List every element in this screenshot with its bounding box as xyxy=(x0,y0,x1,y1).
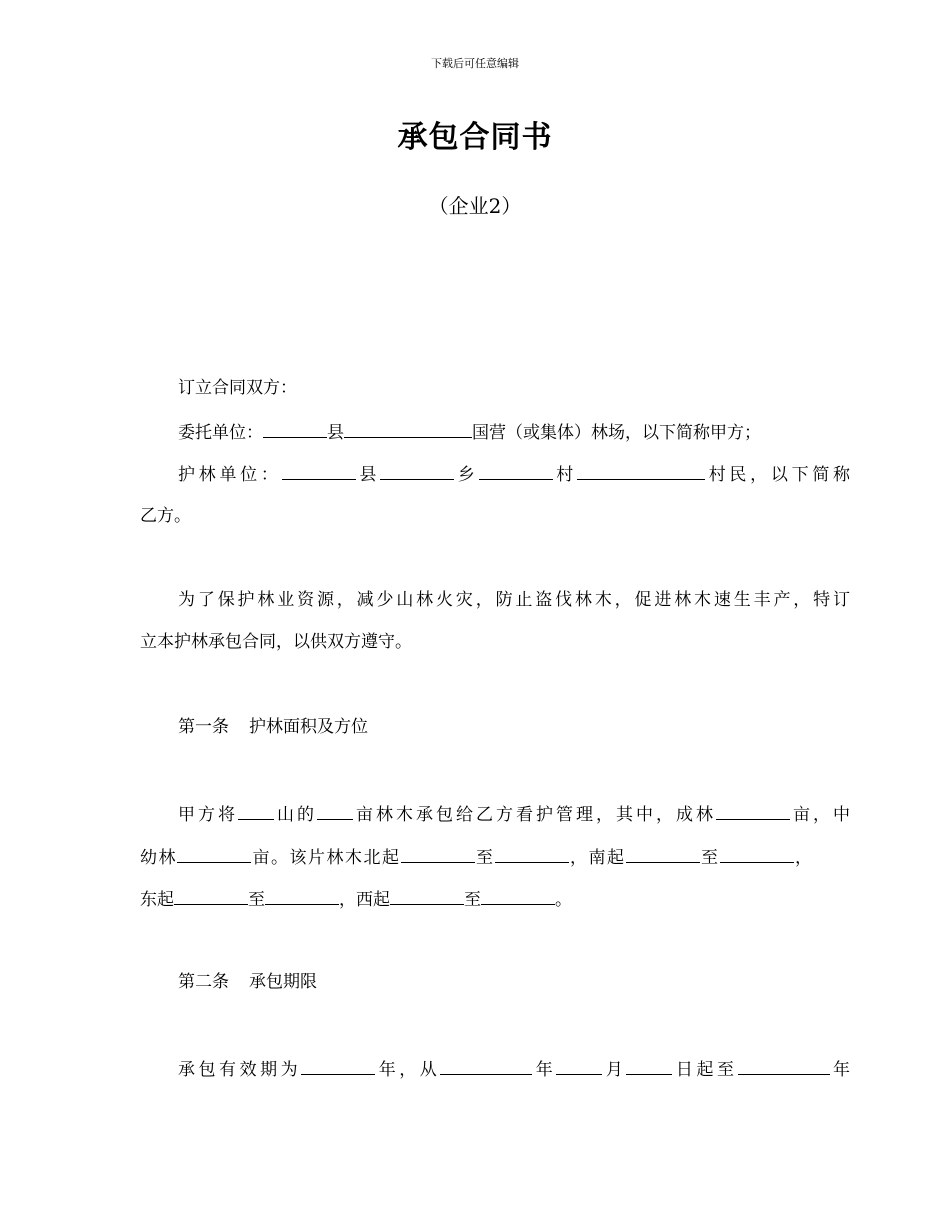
blank-north-to[interactable] xyxy=(495,843,569,863)
party-b-line xyxy=(140,460,850,487)
blank-acres-mature[interactable] xyxy=(716,800,790,820)
text-seg: 年 xyxy=(532,1060,557,1080)
text-seg: 至 xyxy=(464,890,481,910)
text-seg: 至 xyxy=(248,890,265,910)
blank-acres-young[interactable] xyxy=(177,843,251,863)
blank-north-from[interactable] xyxy=(401,843,475,863)
blank-start-month[interactable] xyxy=(556,1055,602,1075)
text-seg: 亩林木承包给乙方看护管理，其中，成林 xyxy=(353,805,716,825)
county-label: 县 xyxy=(327,423,344,443)
blank-east-from[interactable] xyxy=(174,885,248,905)
party-a-suffix: 国营（或集体）林场，以下简称甲方； xyxy=(472,423,761,443)
text-seg: ，南起 xyxy=(568,848,626,868)
parties-intro xyxy=(140,376,850,400)
text-seg: 至 xyxy=(699,848,720,868)
text-seg: 。 xyxy=(555,890,572,910)
blank-township[interactable] xyxy=(380,460,454,480)
header-note: 下载后可任意编辑 xyxy=(431,57,519,70)
village-label: 村 xyxy=(552,465,577,485)
party-b-cont: 乙方。 xyxy=(140,506,191,526)
blank-county-a[interactable] xyxy=(263,418,327,438)
article1-line-2 xyxy=(140,843,812,870)
blank-south-to[interactable] xyxy=(720,843,794,863)
blank-farm-name[interactable] xyxy=(344,418,472,438)
text-seg: ， xyxy=(793,848,812,868)
article2-line-1 xyxy=(140,1055,850,1082)
text-seg: 承包有效期为 xyxy=(178,1060,302,1080)
text-seg: 幼林 xyxy=(140,848,177,868)
text-seg: 山的 xyxy=(274,805,317,825)
blank-south-from[interactable] xyxy=(626,843,700,863)
purpose-line-1: 为了保护林业资源，减少山林火灾，防止盗伐林木，促进林木速生丰产，特订 xyxy=(178,590,850,610)
blank-mountain[interactable] xyxy=(238,800,274,820)
text-seg: ，西起 xyxy=(339,890,390,910)
blank-village[interactable] xyxy=(479,460,553,480)
text-seg: 日起至 xyxy=(672,1060,738,1080)
blank-west-from[interactable] xyxy=(390,885,464,905)
article1-line-1 xyxy=(140,800,850,827)
text-seg: 东起 xyxy=(140,890,174,910)
text-seg: 月 xyxy=(602,1060,627,1080)
parties-intro-text: 订立合同双方： xyxy=(178,378,297,398)
blank-east-to[interactable] xyxy=(265,885,339,905)
text-seg: 亩。该片林木北起 xyxy=(251,848,401,868)
blank-start-year[interactable] xyxy=(440,1055,532,1075)
party-a-line xyxy=(140,418,850,445)
blank-start-day[interactable] xyxy=(626,1055,672,1075)
document-subtitle: （企业2） xyxy=(428,194,522,218)
party-b-suffix: 村民，以下简称 xyxy=(704,465,851,485)
article2-title: 承包期限 xyxy=(249,972,317,992)
article1-heading xyxy=(140,715,850,739)
text-seg: 亩，中 xyxy=(790,805,850,825)
blank-term-years[interactable] xyxy=(301,1055,375,1075)
blank-county-b[interactable] xyxy=(282,460,356,480)
article1-line-3 xyxy=(140,885,812,912)
blank-villager[interactable] xyxy=(577,460,705,480)
article2-number: 第二条 xyxy=(178,972,229,992)
article1-number: 第一条 xyxy=(178,717,229,737)
document-title: 承包合同书 xyxy=(397,120,553,155)
article1-title: 护林面积及方位 xyxy=(249,717,368,737)
article2-heading xyxy=(140,970,850,994)
blank-west-to[interactable] xyxy=(481,885,555,905)
purpose-line-2: 立本护林承包合同，以供双方遵守。 xyxy=(140,632,412,652)
text-seg: 年 xyxy=(829,1060,851,1080)
blank-acres-total[interactable] xyxy=(317,800,353,820)
blank-end-year[interactable] xyxy=(738,1055,830,1075)
party-a-label: 委托单位： xyxy=(178,423,263,443)
township-label: 乡 xyxy=(454,465,479,485)
text-seg: 年，从 xyxy=(375,1060,441,1080)
party-b-label: 护林单位： xyxy=(178,465,282,485)
text-seg: 甲方将 xyxy=(178,805,238,825)
text-seg: 至 xyxy=(474,848,495,868)
county-label-b: 县 xyxy=(355,465,381,485)
